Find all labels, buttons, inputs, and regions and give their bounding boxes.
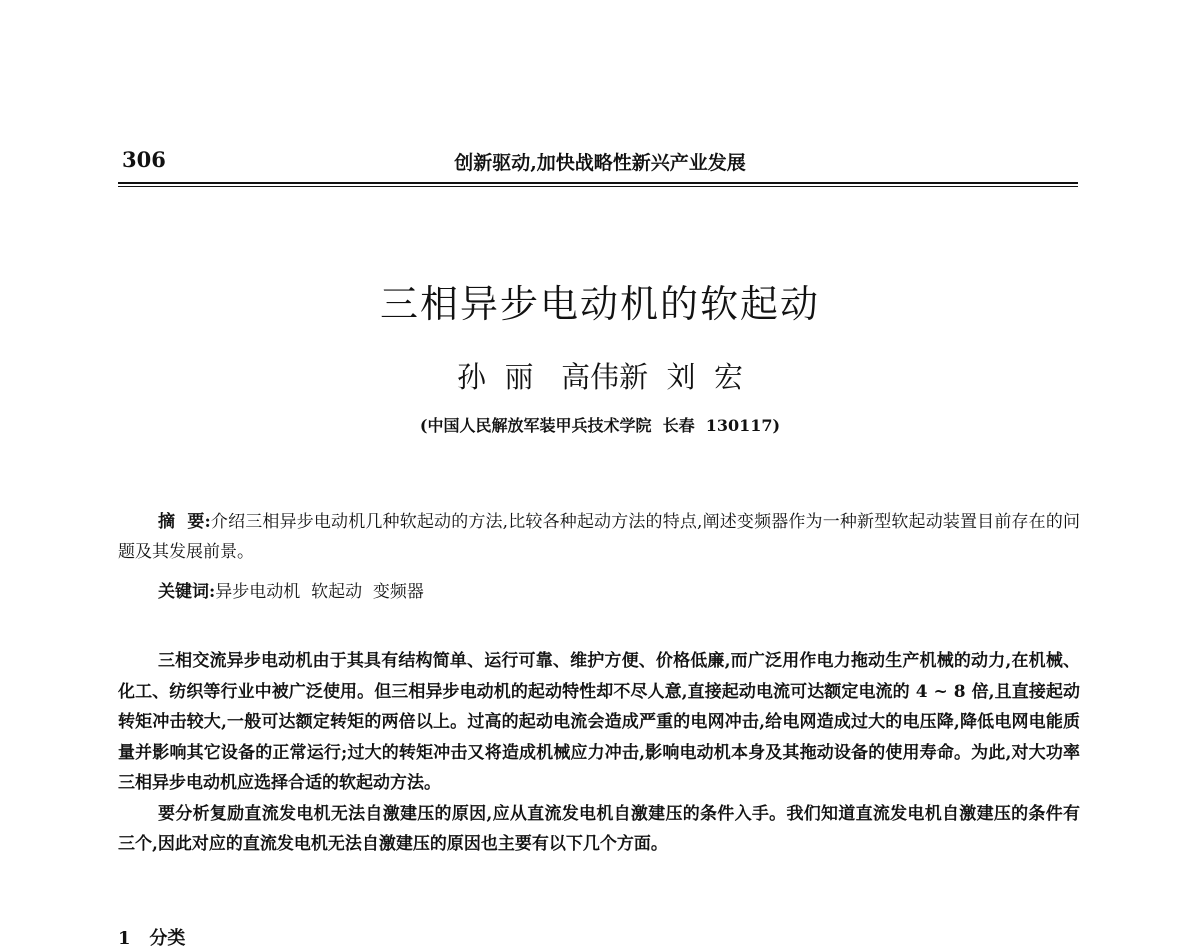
body-paragraph: 要分析复励直流发电机无法自激建压的原因,应从直流发电机自激建压的条件入手。我们知道直流发电机自激建压的条件有三个,因此对应的直流发电机无法自激建压的原因也主要有以下几个方面。	[118, 803, 1080, 854]
abstract-text: 介绍三相异步电动机几种软起动的方法,比较各种起动方法的特点,阐述变频器作为一种新型软起动装置目前存在的问题及其发展前景。	[118, 512, 1080, 562]
article-authors: 孙 丽 高伟新 刘 宏	[457, 360, 743, 394]
abstract	[118, 507, 1080, 567]
header-rule-thin	[118, 186, 1078, 187]
keywords	[158, 577, 424, 607]
body-text	[118, 646, 1080, 860]
article-affiliation: (中国人民解放军装甲兵技术学院 长春 130117)	[419, 416, 781, 435]
body-paragraph: 三相交流异步电动机由于其具有结构简单、运行可靠、维护方便、价格低廉,而广泛用作电力拖动生产机械的动力,在机械、化工、纺织等行业中被广泛使用。但三相异步电动机的起动特性却不尽人意,直接起动电流可达额定电流的 4 ~ 8 倍,且直接起动转矩冲击较大,一般可达额定转矩的两倍以上。过高的起动电流会造成严重的电网冲击,给电网造成过大的电压降,降低电网电能质量并影响其它设备的正常运行;过大的转矩冲击又将造成机械应力冲击,影响电动机本身及其拖动设备的使用寿命。为此,对大功率三相异步电动机应选择合适的软起动方法。	[118, 651, 1080, 793]
keywords-label: 关键词:	[158, 582, 216, 602]
article-title: 三相异步电动机的软起动	[379, 282, 820, 327]
abstract-label: 摘 要:	[158, 512, 211, 532]
section-heading: 1 分类	[118, 928, 186, 949]
page-number: 306	[122, 147, 166, 172]
running-title: 创新驱动,加快战略性新兴产业发展	[454, 152, 746, 174]
header-rule-thick	[118, 182, 1078, 184]
keywords-text: 异步电动机 软起动 变频器	[215, 582, 424, 602]
